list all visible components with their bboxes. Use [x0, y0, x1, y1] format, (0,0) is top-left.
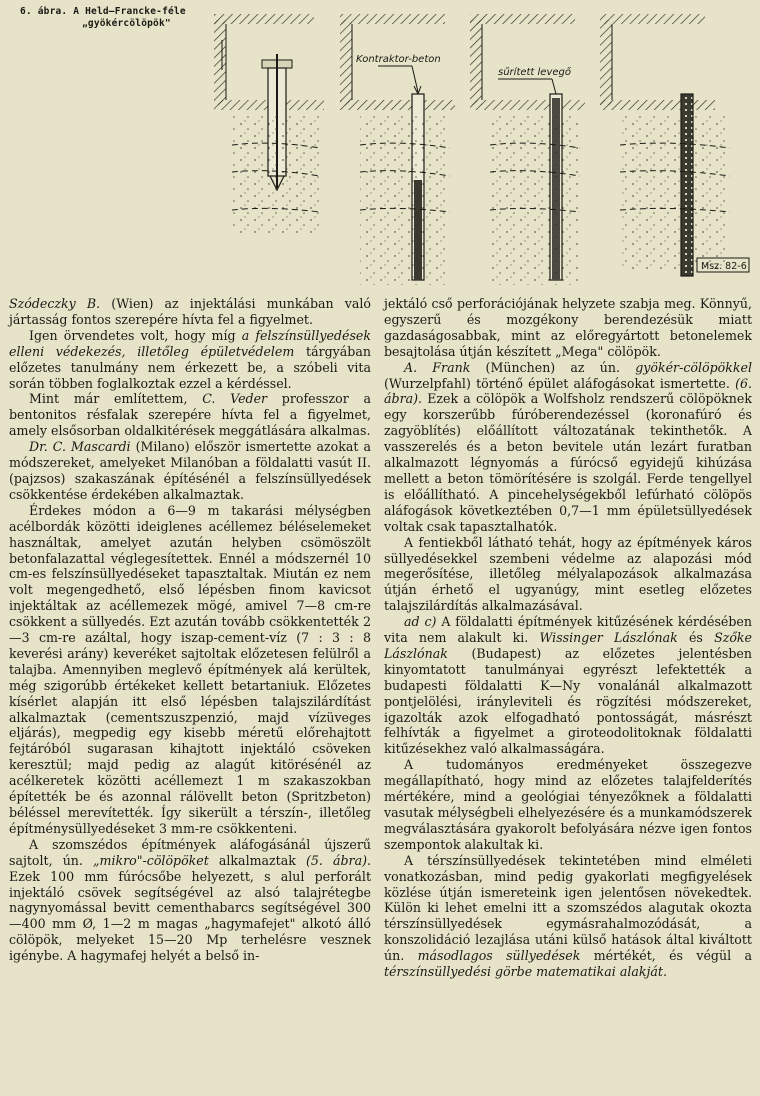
- figure-code-label: Msz. 82-6: [701, 261, 747, 272]
- text-column-left: [9, 296, 371, 964]
- figure-6: [0, 0, 760, 288]
- person-name: A. Frank: [404, 359, 471, 375]
- text-column-right: [384, 296, 752, 980]
- paragraph: A. Frank (München) az ún. gyökér-cölöpökkel (Wurzelpfahl) történő épület aláfogásokat ismertette. (6. ábra). Ezek a cölöpök a Wolfsholz rendszerű cölöpöknek egy korszerűbb fúróberendezéssel (koronafúró és zagyöblítés) előállított változatának tekinthetők. A vasszerelés és a beton bevitele után lezárt furatban alkalmazott légnyomás a fúrócső egyidejű kihúzása mellett a beton tömörítésére is szolgál. Ferde tengellyel is előállítható. A pincehelységekből lefúrható cölöpös aláfogások következtében 0,7—1 mm épületsüllyedések voltak csak tapasztalhatók.: [384, 359, 752, 534]
- diagram-panel-2: [340, 14, 455, 285]
- person-name: Szódeczky B.: [9, 296, 101, 311]
- pile-construction-diagram: [0, 0, 760, 288]
- figure-caption-line1: 6. ábra. A Held—Francke-féle: [20, 6, 186, 17]
- paragraph: Igen örvendetes volt, hogy míg a felszínsüllyedések elleni védekezés, illetőleg épületvédelem tárgyában előzetes tanulmány nem érkezett be, a szóbeli vita során többen foglalkoztak ezzel a kérdéssel.: [9, 327, 371, 391]
- paragraph: A tudományos eredményeket összegezve megállapítható, hogy mind az előzetes talajfelderítés mértékére, mind a geológiai tényezőknek a földalatti vasutak mélységbeli elhelyezésére és a munkamódszerek megválasztására gyakorolt befolyására nézve igen fontos szempontok alakultak ki.: [384, 757, 752, 852]
- paragraph: Szódeczky B. (Wien) az injektálási munkában való jártasság fontos szerepére hívta fel a figyelmet.: [9, 296, 371, 327]
- person-name: Wissinger Lászlónak: [539, 630, 678, 646]
- figure-caption-line2: „gyökércölöpök": [82, 18, 171, 29]
- diagram-panel-1: [214, 14, 324, 235]
- label-contractor-concrete: Kontraktor-beton: [356, 54, 441, 65]
- person-name: C. Veder: [202, 391, 268, 407]
- paragraph: jektáló cső perforációjának helyzete szabja meg. Könnyű, egyszerű és mozgékony berendezésük miatt gazdaságosabbak, mint az előregyártott betonelemek besajtolása útján készített „Mega" cölöpök.: [384, 296, 752, 359]
- diagram-panel-4: [600, 14, 749, 276]
- label-compressed-air: sűrített levegő: [498, 67, 571, 78]
- paragraph: A szomszédos építmények aláfogásánál újszerű sajtolt, ún. „mikro"-cölöpöket alkalmaztak (5. ábra). Ezek 100 mm fúrócsőbe helyezett, s alul perforált injektáló csövek segítségével az alsó talajrétegbe nagynyomással bevitt cementhabarcs segítségével 300—400 mm Ø, 1—2 m magas „hagymafejet" alkotó álló cölöpök, melyeket 15—20 Mp terhelésre vesznek igénybe. A hagymafej helyét a belső in-: [9, 836, 372, 964]
- diagram-panel-3: [470, 14, 585, 285]
- paragraph: Mint már említettem, C. Veder professzor a bentonitos résfalak szerepére hívta fel a figyelmet, amely elsősorban oldalkitérések meggátlására alkalmas.: [9, 391, 371, 439]
- person-name: Dr. C. Mascardi: [29, 439, 131, 455]
- paragraph: ad c) A földalatti építmények kitűzésének kérdésében vita nem alakult ki. Wissinger Lászlónak és Szőke Lászlónak (Budapest) az előzetes jelentésben kinyomtatott tanulmányai egyrészt lefektették a budapesti földalatti K—Ny vonalánál alkalmazott pontjelölési, irányleviteli és rögzítési módszereket, igazolták azok elfogadható pontosságát, másrészt felhívták a figyelmet a giroteodolitoknak földalatti kitűzésekhez való alkalmasságára.: [384, 614, 753, 757]
- paragraph: A fentiekből látható tehát, hogy az építmények káros süllyedésekkel szembeni védelme az alapozási mód megerősítése, illetőleg mélyalapozások alkalmazása útján érhető el ugyanúgy, mint esetleg előzetes talajszilárdítás alkalmazásával.: [384, 534, 752, 614]
- paragraph: A térszínsüllyedések tekintetében mind elméleti vonatkozásban, mind pedig gyakorlati megfigyelések közlése útján ismereteink igen jelentősen növekedtek. Külön ki lehet emelni itt a szomszédos alagutak okozta térszínsüllyedések egymásrahalmozódását, a konszolidáció lezajlása utáni külső hatások által kiváltott ún. másodlagos süllyedések mértékét, és végül a térszínsüllyedési görbe matematikai alakját.: [384, 852, 752, 980]
- paragraph: Dr. C. Mascardi (Milano) először ismertette azokat a módszereket, amelyeket Milanóban a földalatti vasút II. (pajzsos) szakaszának építésénél a felszínsüllyedések csökkentése érdekében alkalmaztak.: [9, 439, 371, 502]
- person-name: Szőke Lászlónak: [384, 630, 752, 661]
- paragraph: Érdekes módon a 6—9 m takarási mélységben acélbordák közötti ideiglenes acéllemez béléselemeket használtak, amelyet azután helyben csömöszölt betonfalazattal véglegesítettek. Ennél a módszernél 10 cm-es felszínsüllyedéseket tapasztaltak. Miután ez nem volt megengedhető, első lépésben finom kavicsot injektáltak az acéllemezek mögé, amivel 7—8 cm-re csökkent a süllyedés. Ezt azután tovább csökkentették 2—3 cm-re azáltal, hogy iszap-cement-víz (7 : 3 : 8 keverési arány) keveréket sajtoltak előzetesen felülről a talajba. Amennyiben meglevő építmények alá kerültek, még szigorúbb értékeket kellett betartaniuk. Előzetes kísérlet alapján itt első lépésben talajszilárdítást alkalmaztak (cementszuszpenzió, majd vízüveges eljárás), megpedig egy kisebb méretű előrehajtott fejtáróból sugarasan kihajtott injektáló csöveken keresztül; majd pedig az alagút kitörésénél az acélkeretek közötti acéllemezt 1 m szakaszokban építették be és azonnal rálövellt beton (Spritzbeton) béléssel merevítették. Így sikerült a térszín-, illetőleg építménysüllyedéseket 3 mm-re csökkenteni.: [9, 502, 371, 836]
